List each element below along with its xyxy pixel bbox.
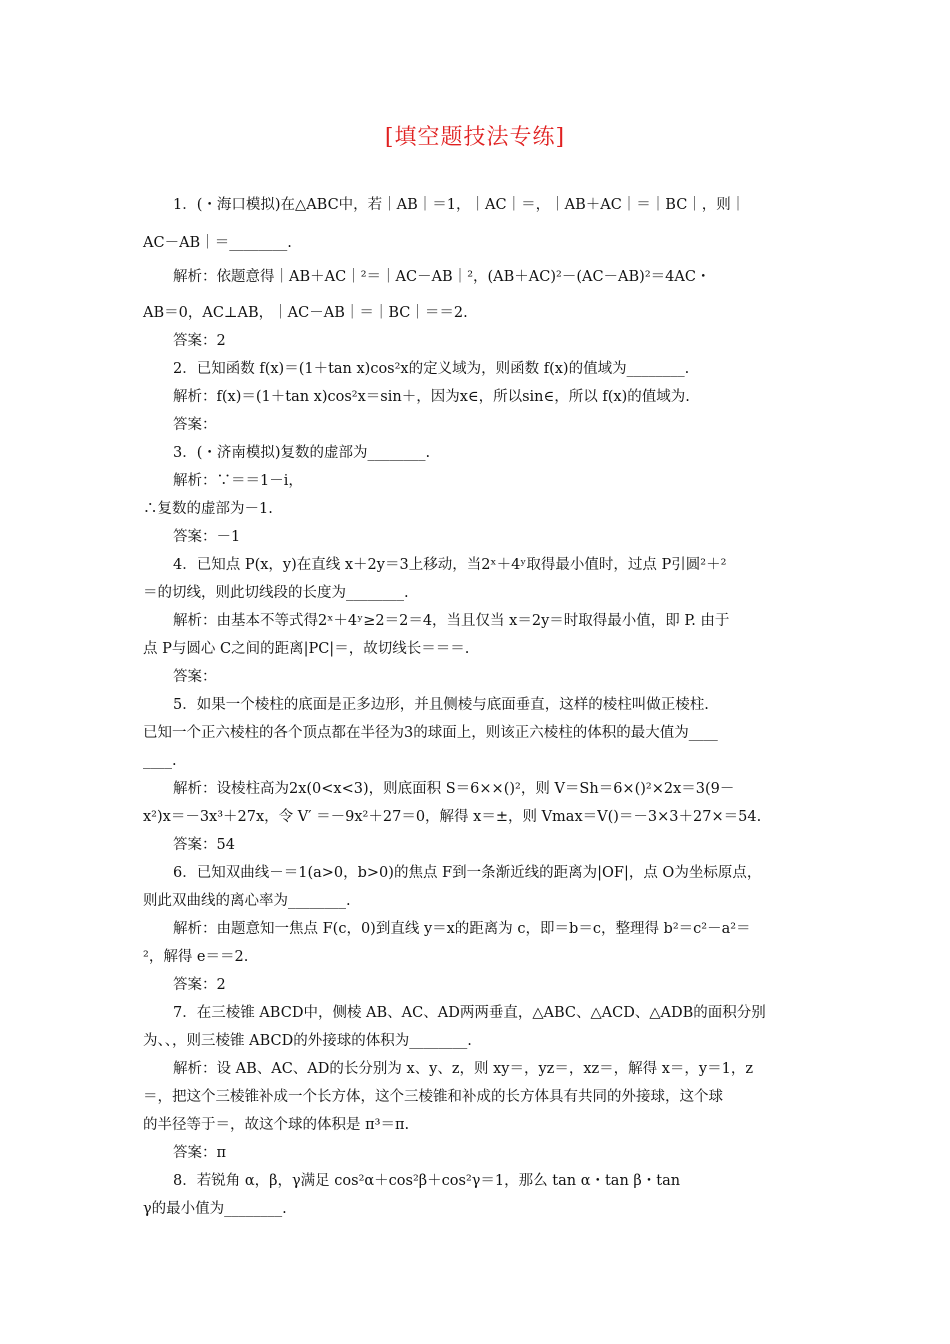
text-line: 解析：由基本不等式得2ˣ＋4ʸ≥2＝2＝4，当且仅当 x＝2y＝时取得最小值，即 P. 由于 — [173, 613, 730, 629]
page-title: [填空题技法专练] — [384, 125, 566, 150]
text-line: 解析：由题意知一焦点 F(c，0)到直线 y＝x的距离为 c，即＝b＝c，整理得 b²＝c²－a²＝ — [173, 921, 751, 937]
text-line: 答案：54 — [173, 837, 235, 853]
text-line: 5．如果一个棱柱的底面是正多边形，并且侧棱与底面垂直，这样的棱柱叫做正棱柱. — [173, 697, 709, 713]
text-line: 答案：－1 — [173, 529, 241, 545]
text-line: 已知一个正六棱柱的各个顶点都在半径为3的球面上，则该正六棱柱的体积的最大值为____ — [143, 725, 718, 741]
text-line: ＝，把这个三棱锥补成一个长方体，这个三棱锥和补成的长方体具有共同的外接球，这个球 — [143, 1089, 723, 1105]
text-line: 的半径等于＝，故这个球的体积是 π³＝π. — [143, 1117, 410, 1133]
text-line: γ的最小值为________. — [143, 1201, 287, 1217]
text-line: 答案： — [173, 669, 217, 685]
text-line: 2．已知函数 f(x)＝(1＋tan x)cos²x的定义域为，则函数 f(x)的值域为________. — [173, 361, 690, 377]
text-line: 解析：设棱柱高为2x(0<x<3)，则底面积 S＝6××()²，则 V＝Sh＝6×()²×2x＝3(9－ — [173, 781, 735, 797]
text-line: 解析：∵＝＝1－i， — [173, 473, 303, 489]
text-line: AB＝0，AC⊥AB，｜AC－AB｜＝｜BC｜＝＝2. — [143, 305, 468, 321]
text-line: x²)x＝－3x³＋27x，令 V′ ＝－9x²＋27＝0，解得 x＝±，则 Vmax＝V()＝－3×3＋27×＝54. — [143, 809, 762, 825]
text-line: 答案： — [173, 417, 217, 433]
text-line: 点 P与圆心 C之间的距离|PC|＝，故切线长＝＝＝. — [143, 641, 470, 657]
text-line: 为、、，则三棱锥 ABCD的外接球的体积为________. — [143, 1033, 472, 1049]
text-line: 6．已知双曲线－＝1(a>0，b>0)的焦点 F到一条渐近线的距离为|OF|，点 O为坐标原点， — [173, 865, 762, 881]
text-line: 1．(・海口模拟)在△ABC中，若｜AB｜＝1，｜AC｜＝，｜AB＋AC｜＝｜BC｜，则｜ — [173, 197, 746, 213]
text-line: 答案：2 — [173, 333, 226, 349]
text-line: 解析：依题意得｜AB＋AC｜²＝｜AC－AB｜²，(AB＋AC)²－(AC－AB)²＝4AC・ — [173, 269, 711, 285]
text-line: 解析：f(x)＝(1＋tan x)cos²x＝sin＋，因为x∈，所以sin∈，所以 f(x)的值域为. — [173, 389, 690, 405]
text-line: 答案：2 — [173, 977, 226, 993]
text-line: 4．已知点 P(x，y)在直线 x＋2y＝3上移动，当2ˣ＋4ʸ取得最小值时，过点 P引圆²＋² — [173, 557, 727, 573]
text-line: 7．在三棱锥 ABCD中，侧棱 AB、AC、AD两两垂直，△ABC、△ACD、△ADB的面积分别 — [173, 1005, 766, 1021]
text-line: ∴复数的虚部为－1. — [143, 501, 273, 517]
text-line: 3．(・济南模拟)复数的虚部为________. — [173, 445, 431, 461]
text-line: AC－AB｜＝________. — [143, 235, 292, 251]
text-line: 则此双曲线的离心率为________. — [143, 893, 351, 909]
text-line: 解析：设 AB、AC、AD的长分别为 x、y、z，则 xy＝，yz＝，xz＝，解得 x＝，y＝1，z — [173, 1061, 753, 1077]
text-line: 答案：π — [173, 1145, 227, 1161]
text-line: 8．若锐角 α，β，γ满足 cos²α＋cos²β＋cos²γ＝1，那么 tan α・tan β・tan — [173, 1173, 681, 1189]
text-line: ＝的切线，则此切线段的长度为________. — [143, 585, 409, 601]
text-line: ²，解得 e＝＝2. — [143, 949, 249, 965]
text-line: ____. — [143, 753, 177, 769]
